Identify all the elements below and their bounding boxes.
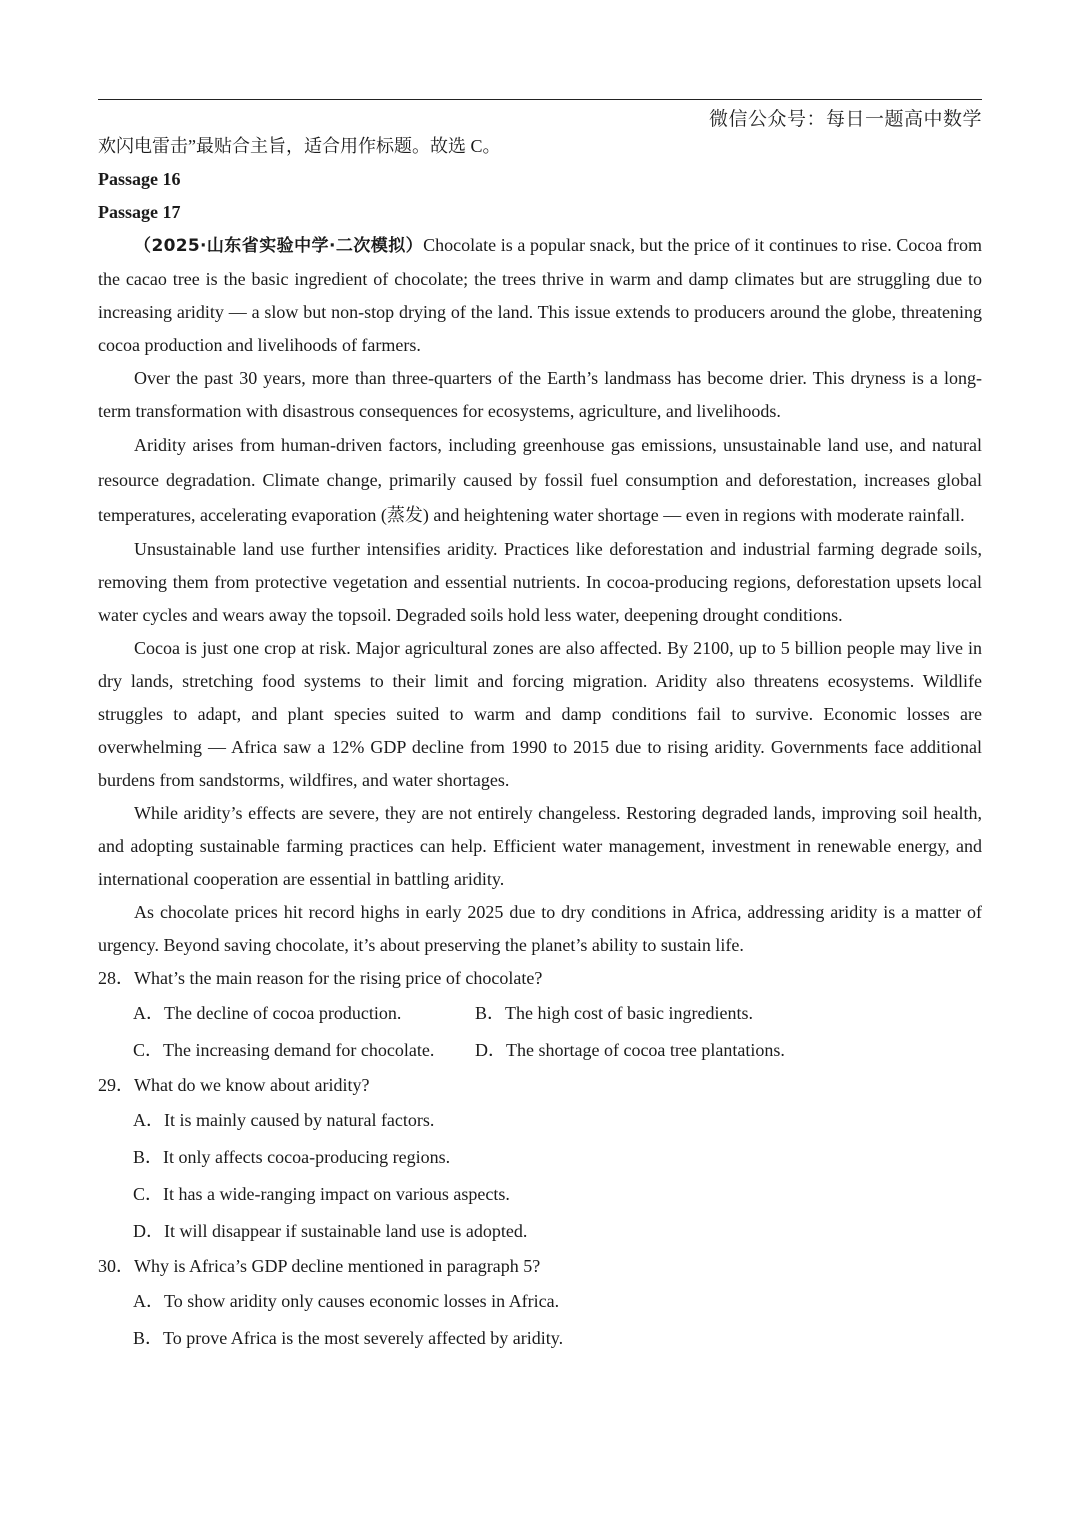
question-28 (98, 962, 982, 1069)
passage-title-17: Passage 17 (98, 202, 181, 222)
option-c: C．It has a wide-ranging impact on various aspects. (133, 1184, 510, 1204)
option-a: A．To show aridity only causes economic losses in Africa. (133, 1291, 560, 1311)
option-d: D．It will disappear if sustainable land use is adopted. (133, 1221, 528, 1241)
option-b: B．It only affects cocoa-producing regions. (133, 1147, 451, 1167)
wechat-header: 微信公众号：每日一题高中数学 (708, 108, 982, 130)
question-stem: 29．What do we know about aridity? (98, 1075, 370, 1095)
passage-source: （2025·山东省实验中学·二次模拟） (134, 236, 424, 256)
passage-paragraph-6: While aridity’s effects are severe, they are not entirely changeless. Restoring degraded lands, improving soil health, and adopting sustainable farming practices can help. Efficient water management, investment in renewable energy, and international cooperation are essential in battling aridity. (98, 803, 982, 889)
question-stem: 28．What’s the main reason for the rising price of chocolate? (98, 968, 543, 988)
passage-paragraph-1 (98, 229, 982, 362)
question-30 (98, 1250, 982, 1357)
carryover-text: 欢闪电雷击”最贴合主旨，适合用作标题。故选 C。 (98, 136, 501, 156)
option-a: A．The decline of cocoa production. (133, 1003, 402, 1023)
header-rule (98, 99, 982, 100)
option-c: C．The increasing demand for chocolate. (133, 1040, 435, 1060)
passage-paragraph-5: Cocoa is just one crop at risk. Major agricultural zones are also affected. By 2100, up to 5 billion people may live in dry lands, stretching food systems to their limit and forcing migration. Aridity also threatens ecosystems. Wildlife struggles to adapt, and plant species suited to warm and damp conditions fail to survive. Economic losses are overwhelming — Africa saw a 12% GDP decline from 1990 to 2015 due to rising aridity. Governments face additional burdens from sandstorms, wildfires, and water shortages. (98, 638, 982, 790)
option-b: B．To prove Africa is the most severely affected by aridity. (133, 1328, 564, 1348)
passage-paragraph-3: Aridity arises from human-driven factors, including greenhouse gas emissions, unsustainable land use, and natural resource degradation. Climate change, primarily caused by fossil fuel consumption and deforestation, increases global temperatures, accelerating evaporation (蒸发) and heightening water shortage — even in regions with moderate rainfall. (98, 435, 982, 525)
option-b: B．The high cost of basic ingredients. (475, 1003, 753, 1023)
passage-title-16: Passage 16 (98, 169, 181, 189)
option-row (98, 1032, 982, 1069)
question-stem: 30．Why is Africa’s GDP decline mentioned in paragraph 5? (98, 1256, 541, 1276)
question-29 (98, 1069, 982, 1250)
option-d: D．The shortage of cocoa tree plantations. (475, 1040, 785, 1060)
paragraph-1-text: Chocolate is a popular snack, but the price of it continues to rise. Cocoa from the cacao tree is the basic ingredient of chocolate; the trees thrive in warm and damp climates but are struggling due to increasing aridity — a slow but non-stop drying of the land. This issue extends to producers around the globe, threatening cocoa production and livelihoods of farmers. (98, 235, 982, 355)
passage-paragraph-2: Over the past 30 years, more than three-quarters of the Earth’s landmass has become drier. This dryness is a long-term transformation with disastrous consequences for ecosystems, agriculture, and livelihoods. (98, 368, 982, 421)
passage-paragraph-4: Unsustainable land use further intensifies aridity. Practices like deforestation and industrial farming degrade soils, removing them from protective vegetation and essential nutrients. In cocoa-producing regions, deforestation upsets local water cycles and wears away the topsoil. Degraded soils hold less water, deepening drought conditions. (98, 539, 982, 625)
option-a: A．It is mainly caused by natural factors. (133, 1110, 435, 1130)
option-row (98, 995, 982, 1032)
passage-paragraph-7: As chocolate prices hit record highs in early 2025 due to dry conditions in Africa, addressing aridity is a matter of urgency. Beyond saving chocolate, it’s about preserving the planet’s ability to sustain life. (98, 902, 982, 955)
page-content (98, 130, 982, 1357)
